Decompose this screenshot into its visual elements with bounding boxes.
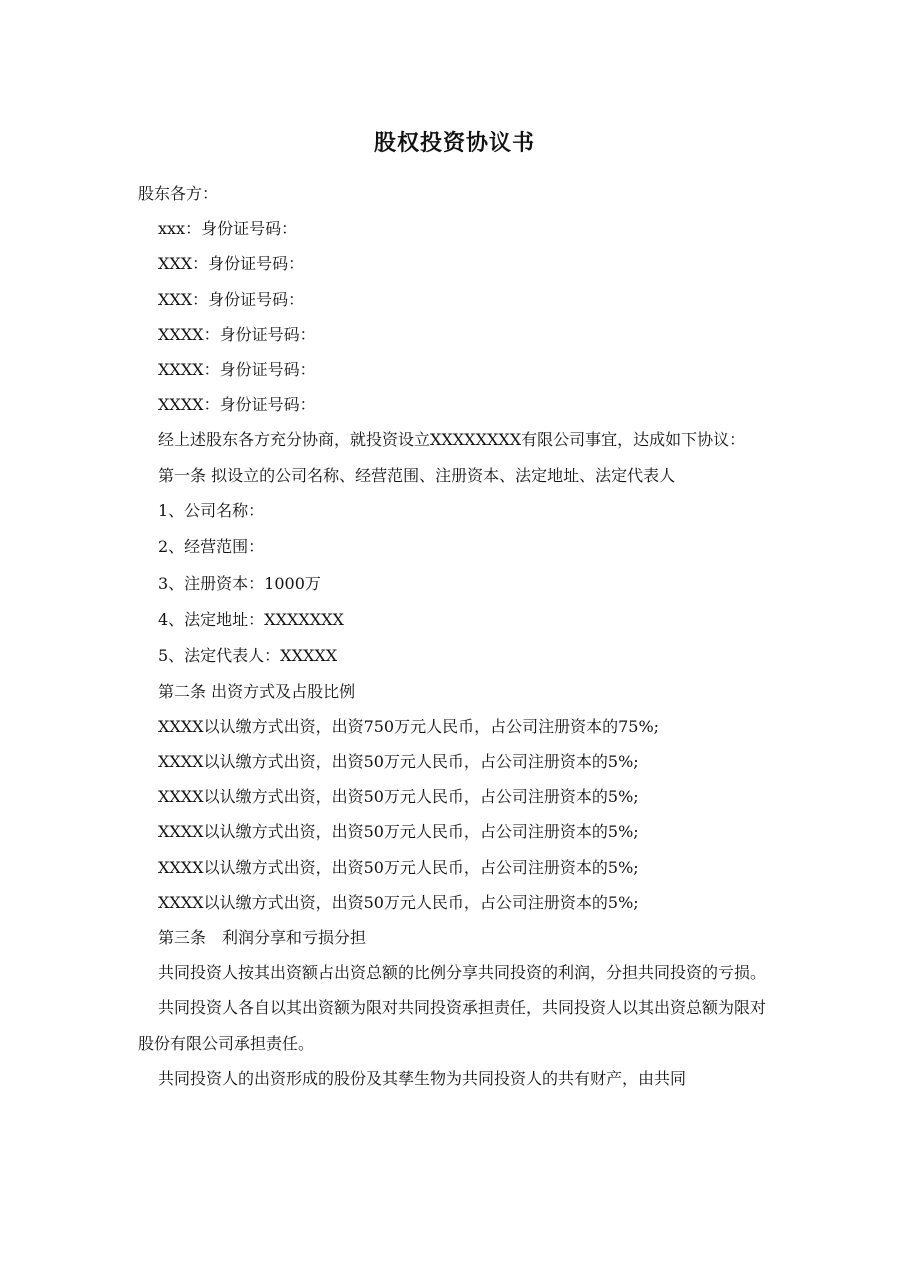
shareholder-line: XXXX：身份证号码： [158, 360, 316, 380]
article-2-item: XXXX以认缴方式出资，出资50万元人民币，占公司注册资本的5%; [158, 822, 639, 842]
document-body [138, 176, 778, 1096]
article-1-item: 2、经营范围： [158, 537, 265, 557]
article-1-heading: 第一条 拟设立的公司名称、经营范围、注册资本、法定地址、法定代表人 [158, 465, 676, 485]
article-2-item: XXXX以认缴方式出资，出资50万元人民币，占公司注册资本的5%; [158, 892, 639, 912]
document-title: 股权投资协议书 [373, 130, 535, 156]
article-1-item: 5、法定代表人：XXXXX [158, 646, 338, 666]
shareholders-heading: 股东各方： [138, 184, 219, 203]
article-2-item: XXXX以认缴方式出资，出资50万元人民币，占公司注册资本的5%; [158, 787, 639, 807]
shareholder-line: XXXX：身份证号码： [158, 395, 316, 415]
shareholder-list [138, 211, 778, 422]
article-2-heading: 第二条 出资方式及占股比例 [158, 681, 356, 701]
intro-paragraph: 经上述股东各方充分协商，就投资设立XXXXXXXX有限公司事宜，达成如下协议： [158, 430, 746, 450]
shareholder-line: XXX：身份证号码： [158, 254, 305, 274]
article-2-items [138, 709, 778, 920]
article-3-heading: 第三条 利润分享和亏损分担 [158, 928, 367, 948]
article-1-item: 3、注册资本：1000万 [158, 573, 321, 593]
shareholder-line: XXX：身份证号码： [158, 289, 305, 309]
article-1-item: 4、法定地址：XXXXXXX [158, 610, 344, 630]
article-3-paragraph: 共同投资人按其出资额占出资总额的比例分享共同投资的利润，分担共同投资的亏损。 [158, 963, 767, 983]
article-2-item: XXXX以认缴方式出资，出资50万元人民币，占公司注册资本的5%; [158, 752, 639, 772]
article-1-items [138, 493, 778, 674]
shareholder-line: XXXX：身份证号码： [158, 324, 316, 344]
article-2-item: XXXX以认缴方式出资，出资750万元人民币，占公司注册资本的75%; [158, 716, 660, 736]
article-1-item: 1、公司名称： [158, 500, 265, 520]
article-2-item: XXXX以认缴方式出资，出资50万元人民币，占公司注册资本的5%; [158, 857, 639, 877]
article-3-paragraph: 共同投资人各自以其出资额为限对共同投资承担责任，共同投资人以其出资总额为限对股份有限公司承担责任。 [138, 998, 767, 1053]
shareholder-line: xxx：身份证号码： [158, 219, 298, 239]
article-3-paragraph: 共同投资人的出资形成的股份及其孳生物为共同投资人的共有财产，由共同 [158, 1068, 687, 1088]
